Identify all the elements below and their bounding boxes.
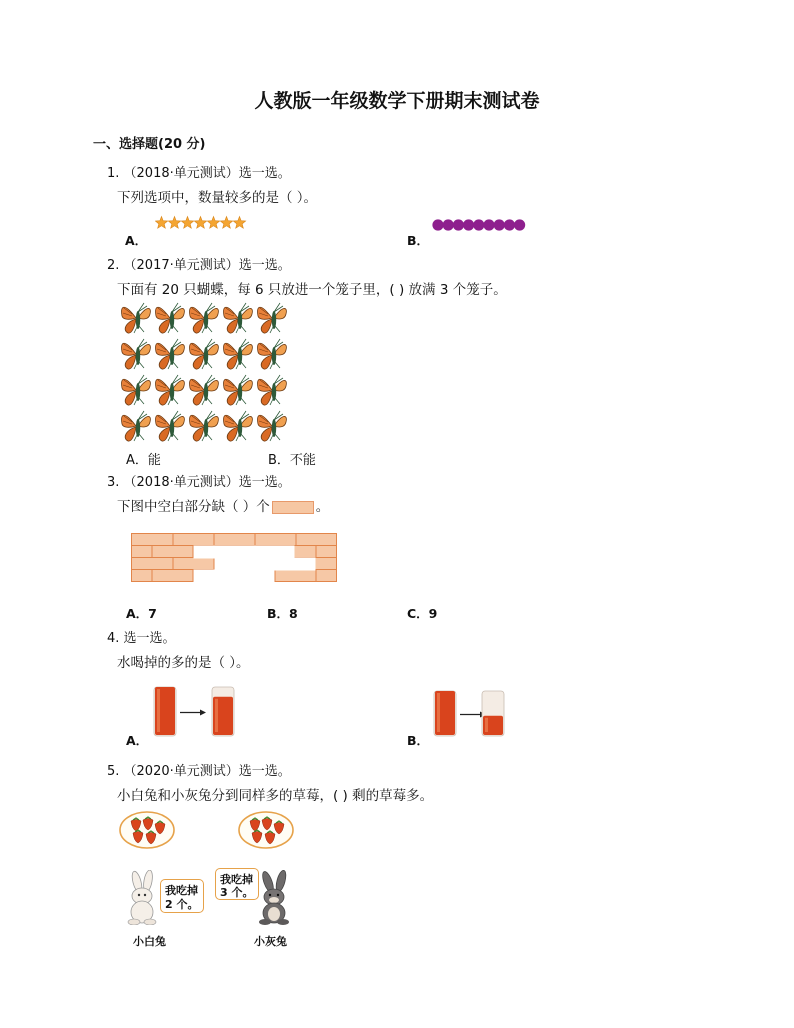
star-icon [155, 217, 167, 229]
page-title: 人教版一年级数学下册期末测试卷 [254, 90, 540, 112]
speech-line-2: 3 个。 [220, 886, 254, 899]
cups-option-a [150, 683, 240, 738]
dot-icon [504, 219, 515, 230]
speech-line-1: 我吃掉 [165, 884, 198, 897]
question-4-stem: 水喝掉的多的是（ ）。 [117, 655, 250, 671]
dot-icon [494, 219, 505, 230]
question-1-stem: 下列选项中，数量较多的是（ ）。 [117, 190, 318, 206]
butterfly-icon [224, 339, 253, 369]
cup-icon [434, 691, 456, 736]
brick-icon [272, 501, 314, 514]
option-a[interactable]: A．能 [126, 453, 161, 468]
butterfly-icon [190, 303, 219, 333]
dot-row [432, 217, 526, 231]
dot-icon [514, 219, 525, 230]
question-4-head: 4. 选一选。 [107, 631, 176, 646]
butterfly-icon [122, 375, 151, 405]
star-icon [194, 217, 206, 229]
butterfly-icon [224, 375, 253, 405]
question-2-head: 2. （2017·单元测试）选一选。 [107, 258, 291, 273]
star-icon [220, 217, 232, 229]
white-rabbit-speech-bubble [160, 879, 204, 913]
butterfly-icon [258, 411, 287, 441]
stars-graphic [155, 215, 247, 231]
option-b[interactable]: B．8 [267, 606, 298, 621]
option-c[interactable]: C．9 [407, 606, 438, 621]
star-row [155, 215, 247, 231]
dot-icon [473, 219, 484, 230]
star-icon [233, 217, 245, 229]
butterfly-icon [190, 411, 219, 441]
butterfly-icon [156, 375, 185, 405]
cups-option-b [430, 687, 510, 738]
butterfly-icon [122, 339, 151, 369]
arrow-head [200, 710, 206, 716]
butterflies-graphic [120, 300, 295, 445]
dot-icon [443, 219, 454, 230]
cup-icon [212, 687, 234, 736]
strawberry-plate-right [236, 808, 296, 852]
option-b[interactable]: B． [407, 733, 430, 748]
question-5-stem: 小白兔和小灰兔分到同样多的草莓，( ) 剩的草莓多。 [117, 788, 434, 804]
question-3-stem-text: 下图中空白部分缺（ ）个 [117, 499, 270, 515]
dot-icon [432, 219, 443, 230]
butterfly-icon [224, 411, 253, 441]
option-b[interactable]: B． [407, 233, 430, 248]
cup-icon [482, 691, 504, 736]
butterfly-icon [258, 375, 287, 405]
question-3-head: 3. （2018·单元测试）选一选。 [107, 475, 291, 490]
white-rabbit-icon [124, 870, 164, 925]
option-b[interactable]: B．不能 [268, 453, 316, 468]
star-icon [168, 217, 180, 229]
butterfly-icon [190, 339, 219, 369]
option-a[interactable]: A． [125, 233, 148, 248]
section-heading: 一、选择题(20 分) [93, 137, 206, 152]
butterfly-icon [122, 411, 151, 441]
gray-rabbit-speech-bubble [215, 868, 259, 900]
dot-icon [453, 219, 464, 230]
question-3-stem [117, 495, 329, 515]
gray-rabbit-icon [254, 870, 296, 925]
question-1-head: 1. （2018·单元测试）选一选。 [107, 166, 291, 181]
butterfly-icon [156, 411, 185, 441]
brick-wall [131, 533, 338, 583]
dots-graphic [432, 218, 526, 232]
option-a[interactable]: A． [126, 733, 149, 748]
option-a[interactable]: A．7 [126, 606, 157, 621]
question-5-head: 5. （2020·单元测试）选一选。 [107, 764, 291, 779]
question-2-stem: 下面有 20 只蝴蝶，每 6 只放进一个笼子里，( ) 放满 3 个笼子。 [117, 282, 507, 298]
question-3-stem-end: 。 [315, 499, 330, 515]
butterfly-icon [156, 303, 185, 333]
butterfly-icon [258, 303, 287, 333]
speech-line-2: 2 个。 [165, 898, 199, 911]
dot-icon [463, 219, 474, 230]
butterfly-icon [122, 303, 151, 333]
butterfly-icon [258, 339, 287, 369]
butterfly-icon [224, 303, 253, 333]
speech-line-1: 我吃掉 [220, 873, 253, 886]
star-icon [181, 217, 193, 229]
star-icon [207, 217, 219, 229]
gray-rabbit-label: 小灰兔 [254, 935, 287, 948]
strawberry-plate-left [117, 808, 177, 852]
cup-icon [154, 687, 176, 736]
white-rabbit-label: 小白兔 [133, 935, 166, 948]
butterfly-icon [156, 339, 185, 369]
dot-icon [483, 219, 494, 230]
butterfly-icon [190, 375, 219, 405]
